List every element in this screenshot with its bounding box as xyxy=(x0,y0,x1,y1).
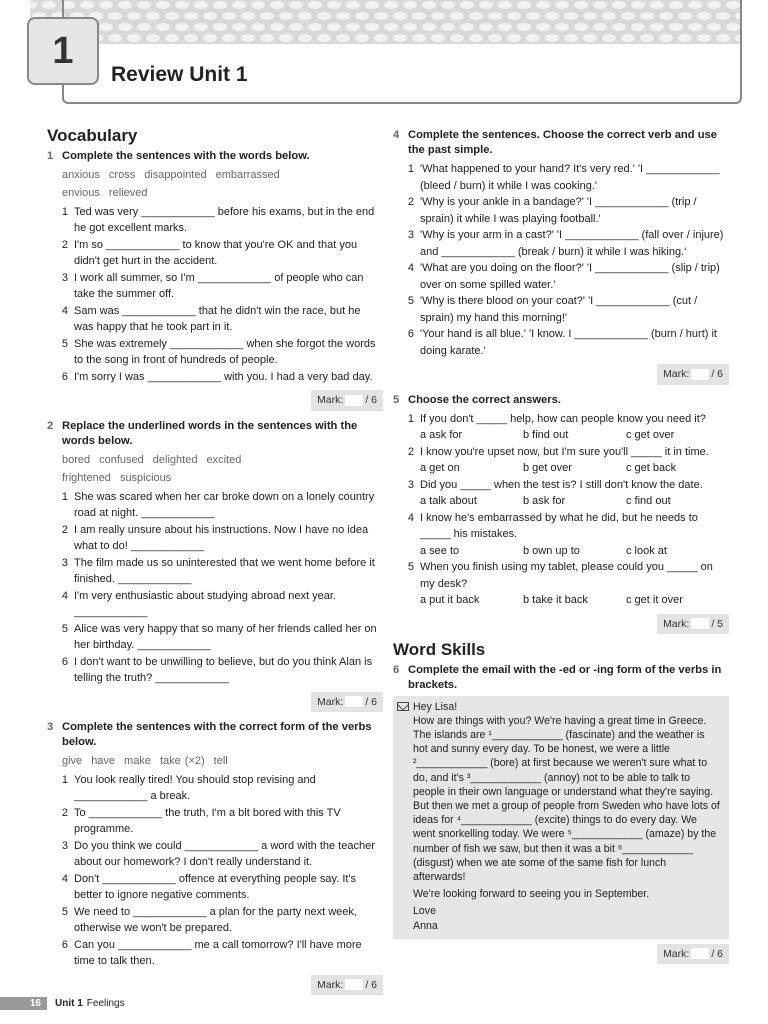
item-number: 4 xyxy=(61,872,68,885)
word-bank-item: take (×2) xyxy=(159,755,205,767)
item-text: Can you ____________ me a call tomorrow? I'll have more time to talk then. xyxy=(74,938,362,967)
exercise-3-heading xyxy=(47,720,383,750)
header-frame xyxy=(62,0,742,104)
answer-option-a[interactable]: a talk about xyxy=(420,495,477,507)
exercise-number: 1 xyxy=(47,149,54,162)
exercise-item xyxy=(47,555,383,588)
email-sign-off: Love xyxy=(413,905,436,918)
mark-total: / 6 xyxy=(711,368,723,380)
page-title: Review Unit 1 xyxy=(111,63,248,86)
item-number: 5 xyxy=(61,622,68,635)
word-bank-item: anxious xyxy=(62,168,100,181)
item-text: Alice was very happy that so many of her friends called her on her birthday. ____________ xyxy=(74,622,377,651)
exercise-item xyxy=(47,904,383,937)
item-number: 4 xyxy=(407,511,414,524)
item-question: Did you _____ when the test is? I still don't know the date. xyxy=(420,478,703,491)
exercise-2-items xyxy=(47,489,383,687)
section-title-word-skills: Word Skills xyxy=(393,640,486,659)
mark-total: / 6 xyxy=(365,394,377,406)
mark-label: Mark: xyxy=(317,978,344,991)
word-bank-item: tell xyxy=(213,755,228,767)
mark-box xyxy=(393,614,729,635)
item-number: 5 xyxy=(61,905,68,918)
answer-option-b[interactable]: b get over xyxy=(523,462,572,474)
exercise-4-heading xyxy=(393,128,729,158)
item-text: She was scared when her car broke down on a lonely country road at night. ____________ xyxy=(74,490,375,519)
answer-option-c[interactable]: c find out xyxy=(626,495,671,507)
exercise-item xyxy=(393,559,729,592)
item-text: I'm very enthusiastic about studying abroad next year. ____________ xyxy=(74,589,336,618)
exercise-item xyxy=(47,369,383,386)
item-number: 6 xyxy=(61,370,68,383)
answer-option-c[interactable]: c get over xyxy=(626,429,675,441)
exercise-6-heading xyxy=(393,663,729,693)
mark-input[interactable] xyxy=(691,948,709,959)
exercise-instruction: Complete the sentences. Choose the correct verb and use the past simple. xyxy=(408,129,717,156)
item-number: 3 xyxy=(61,839,68,852)
item-text: We need to ____________ a plan for the party next week, otherwise we won't be prepared. xyxy=(74,905,357,934)
exercise-item xyxy=(47,805,383,838)
item-number: 3 xyxy=(407,229,414,241)
exercise-instruction: Choose the correct answers. xyxy=(408,393,561,406)
exercise-2-heading xyxy=(47,419,383,449)
item-text: The film made us so uninterested that we went home before it finished. ____________ xyxy=(74,556,375,585)
answer-option-b[interactable]: b find out xyxy=(523,429,569,441)
word-bank-item: delighted xyxy=(152,453,198,466)
item-number: 3 xyxy=(61,556,68,569)
word-bank-item: frightened xyxy=(62,472,111,484)
item-text: I don't want to be unwilling to believe, but do you think Alan is telling the truth? ____________ xyxy=(74,655,373,684)
exercise-item xyxy=(393,260,729,293)
item-number: 4 xyxy=(61,304,68,317)
mark-input[interactable] xyxy=(345,979,363,990)
item-text: I'm so ____________ to know that you're OK and that you didn't get hurt in the accident. xyxy=(74,238,358,267)
page-footer xyxy=(0,997,125,1010)
item-text: I'm sorry I was ____________ with you. I had a very bad day. xyxy=(74,370,373,383)
answer-option-c[interactable]: c get back xyxy=(626,462,677,474)
exercise-item xyxy=(393,477,729,494)
email-box xyxy=(393,696,729,939)
mark-box xyxy=(47,390,383,411)
exercise-item xyxy=(47,489,383,522)
answer-options xyxy=(393,427,729,444)
mark-box xyxy=(393,944,729,965)
exercise-number: 2 xyxy=(47,419,54,432)
section-title-vocabulary: Vocabulary xyxy=(47,126,138,145)
word-bank-item: bored xyxy=(62,453,91,466)
mark-input[interactable] xyxy=(691,369,709,380)
word-bank xyxy=(47,470,383,487)
word-bank xyxy=(47,753,383,770)
email-signature: Anna xyxy=(413,919,438,932)
mark-input[interactable] xyxy=(345,696,363,707)
exercise-item xyxy=(393,293,729,326)
item-text: I am really unsure about his instructions. Now I have no idea what to do! ____________ xyxy=(74,523,369,552)
exercise-number: 5 xyxy=(393,393,400,406)
exercise-3-items xyxy=(47,772,383,970)
item-text: Ted was very ____________ before his exams, but in the end he got excellent marks. xyxy=(74,205,375,234)
item-number: 2 xyxy=(61,238,68,251)
exercise-1-heading xyxy=(47,149,383,164)
exercise-number: 3 xyxy=(47,721,54,733)
word-bank-item: embarrassed xyxy=(215,168,280,181)
item-number: 2 xyxy=(407,445,414,458)
exercise-item xyxy=(47,237,383,270)
item-number: 1 xyxy=(407,163,414,175)
item-number: 2 xyxy=(61,806,68,819)
answer-option-b[interactable]: b ask for xyxy=(523,495,566,507)
word-bank-item: relieved xyxy=(108,187,148,199)
exercise-4-items xyxy=(393,161,729,359)
item-question: When you finish using my tablet, please could you _____ on my desk? xyxy=(420,561,713,590)
answer-option-a[interactable]: a put it back xyxy=(420,594,480,606)
word-bank xyxy=(47,452,383,469)
item-text: 'Why is there blood on your coat?' 'I ____________ (cut / sprain) my hand this morning!' xyxy=(420,295,698,324)
item-number: 1 xyxy=(407,412,414,425)
answer-option-a[interactable]: a see to xyxy=(420,544,460,557)
mark-box xyxy=(47,692,383,713)
exercise-instruction: Complete the sentences with the words below. xyxy=(62,149,310,162)
email-closing-line: We're looking forward to seeing you in September. xyxy=(413,888,650,901)
exercise-item xyxy=(47,336,383,369)
word-bank-item: disappointed xyxy=(144,168,207,181)
exercise-instruction: Complete the sentences with the correct form of the verbs below. xyxy=(62,721,372,748)
answer-options xyxy=(393,493,729,510)
word-bank-item: make xyxy=(124,755,151,767)
item-number: 1 xyxy=(61,773,68,786)
word-bank-item: envious xyxy=(62,187,100,199)
exercise-item xyxy=(47,204,383,237)
item-number: 5 xyxy=(61,337,68,350)
mark-label: Mark: xyxy=(663,617,690,630)
exercise-item xyxy=(47,270,383,303)
exercise-item xyxy=(393,411,729,428)
exercise-instruction: Replace the underlined words in the sentences with the words below. xyxy=(62,419,358,447)
mark-total: / 6 xyxy=(365,695,377,708)
mark-input[interactable] xyxy=(345,395,363,406)
answer-options xyxy=(393,543,729,560)
word-bank-item: have xyxy=(91,755,116,767)
answer-option-a[interactable]: a get on xyxy=(420,462,460,474)
exercise-item xyxy=(393,444,729,461)
answer-option-a[interactable]: a ask for xyxy=(420,429,463,441)
right-column xyxy=(393,128,729,972)
exercise-item xyxy=(47,621,383,654)
mark-total: / 6 xyxy=(711,947,723,960)
answer-option-b[interactable]: b take it back xyxy=(523,594,588,606)
pattern-dot xyxy=(42,1,56,9)
mark-label: Mark: xyxy=(317,695,344,708)
answer-option-c[interactable]: c get it over xyxy=(626,594,683,606)
item-text: Don't ____________ offence at everything people say. It's better to ignore negative comments. xyxy=(74,872,357,901)
exercise-1-items xyxy=(47,204,383,386)
word-bank-item: give xyxy=(62,755,83,767)
exercise-item xyxy=(47,838,383,871)
email-greeting: Hey Lisa! xyxy=(413,700,458,713)
item-number: 5 xyxy=(407,295,414,307)
answer-options xyxy=(393,592,729,609)
item-number: 6 xyxy=(407,328,414,340)
mark-input[interactable] xyxy=(691,618,709,629)
exercise-item xyxy=(393,326,729,359)
exercise-item xyxy=(47,654,383,687)
item-number: 5 xyxy=(407,561,414,573)
word-bank-item: cross xyxy=(108,168,136,181)
exercise-number: 4 xyxy=(393,129,400,141)
item-text: Sam was ____________ that he didn't win the race, but he was happy that he took part in it. xyxy=(74,304,361,333)
item-question: I know you're upset now, but I'm sure you'll _____ it in time. xyxy=(420,445,709,458)
exercise-5-heading xyxy=(393,393,729,408)
answer-options xyxy=(393,460,729,477)
answer-option-b[interactable]: b own up to xyxy=(523,544,580,557)
envelope-icon xyxy=(397,702,409,711)
mark-box xyxy=(393,364,729,385)
word-bank-item: suspicious xyxy=(119,472,172,484)
footer-unit: Unit 1 xyxy=(55,998,83,1009)
page-number: 16 xyxy=(0,997,47,1010)
mark-label: Mark: xyxy=(663,947,690,960)
item-text: 'Why is your arm in a cast?' 'I ____________ (fall over / injure) and ____________ (break / burn) it while I was hiking.' xyxy=(420,229,724,258)
item-number: 2 xyxy=(61,523,68,536)
left-column xyxy=(47,128,383,1003)
mark-total: / 5 xyxy=(711,617,723,630)
exercise-item xyxy=(393,194,729,227)
item-text: Do you think we could ____________ a word with the teacher about our homework? I don't really understand it. xyxy=(74,839,375,868)
item-text: To ____________ the truth, I'm a bit bored with this TV programme. xyxy=(74,806,341,835)
item-text: 'What are you doing on the floor?' 'I ____________ (slip / trip) over on some spilled water.' xyxy=(420,262,720,291)
item-text: You look really tired! You should stop revising and ____________ a break. xyxy=(74,773,316,802)
item-number: 6 xyxy=(61,938,68,951)
answer-option-c[interactable]: c look at xyxy=(626,544,667,557)
exercise-item xyxy=(47,303,383,336)
item-number: 1 xyxy=(61,205,68,218)
word-bank xyxy=(47,167,383,184)
unit-number-badge: 1 xyxy=(27,17,99,85)
exercise-number: 6 xyxy=(393,663,400,676)
exercise-item xyxy=(393,227,729,260)
item-number: 3 xyxy=(407,478,414,491)
item-text: She was extremely ____________ when she forgot the words to the song in front of hundreds of people. xyxy=(74,337,376,366)
footer-label: Feelings xyxy=(86,998,125,1009)
exercise-item xyxy=(47,871,383,904)
exercise-item xyxy=(393,161,729,194)
exercise-5-items xyxy=(393,411,729,609)
word-bank-item: confused xyxy=(99,453,144,466)
mark-label: Mark: xyxy=(317,394,344,406)
item-number: 4 xyxy=(61,589,68,602)
item-question: If you don't _____ help, how can people know you need it? xyxy=(420,412,706,425)
item-text: 'What happened to your hand? It's very red.' 'I ____________ (bleed / burn) it while I was cooking.' xyxy=(420,163,720,192)
mark-box xyxy=(47,975,383,996)
exercise-item xyxy=(47,937,383,970)
item-number: 4 xyxy=(407,262,414,274)
exercise-item xyxy=(393,510,729,543)
mark-total: / 6 xyxy=(365,978,377,991)
item-text: 'Your hand is all blue.' 'I know. I ____________ (burn / hurt) it doing karate.' xyxy=(420,328,717,357)
item-text: I work all summer, so I'm ____________ of people who can take the summer off. xyxy=(74,271,364,300)
exercise-item xyxy=(47,522,383,555)
word-bank-item: excited xyxy=(206,453,242,466)
word-bank xyxy=(47,185,383,202)
exercise-item xyxy=(47,588,383,621)
exercise-item xyxy=(47,772,383,805)
item-number: 6 xyxy=(61,655,68,668)
item-number: 1 xyxy=(61,490,68,503)
mark-label: Mark: xyxy=(663,368,690,380)
email-body: How are things with you? We're having a great time in Greece. The islands are ¹____________ (fascinate) and the weather is hot and sunny every day. To be honest, we were a little ²____________ (bore) at first because we weren't sure what to do, and it's ³____________ (annoy) not to be able to talk to people in their own language or understand what they're saying. But then we met a group of people from Sweden who have lots of ideas for ⁴____________ (excite) things to do every day. We went snorkelling today. We were ⁵____________ (amaze) by the number of fish we saw, but then it was a bit ⁶____________ (disgust) when we ate some of the same fish for lunch afterwards! xyxy=(413,714,720,883)
item-number: 2 xyxy=(407,196,414,208)
exercise-instruction: Complete the email with the -ed or -ing form of the verbs in brackets. xyxy=(408,663,722,691)
item-number: 3 xyxy=(61,271,68,284)
item-question: I know he's embarrassed by what he did, but he needs to _____ his mistakes. xyxy=(420,511,698,540)
item-text: 'Why is your ankle in a bandage?' 'I ____________ (trip / sprain) it while I was playing football.' xyxy=(420,196,697,225)
